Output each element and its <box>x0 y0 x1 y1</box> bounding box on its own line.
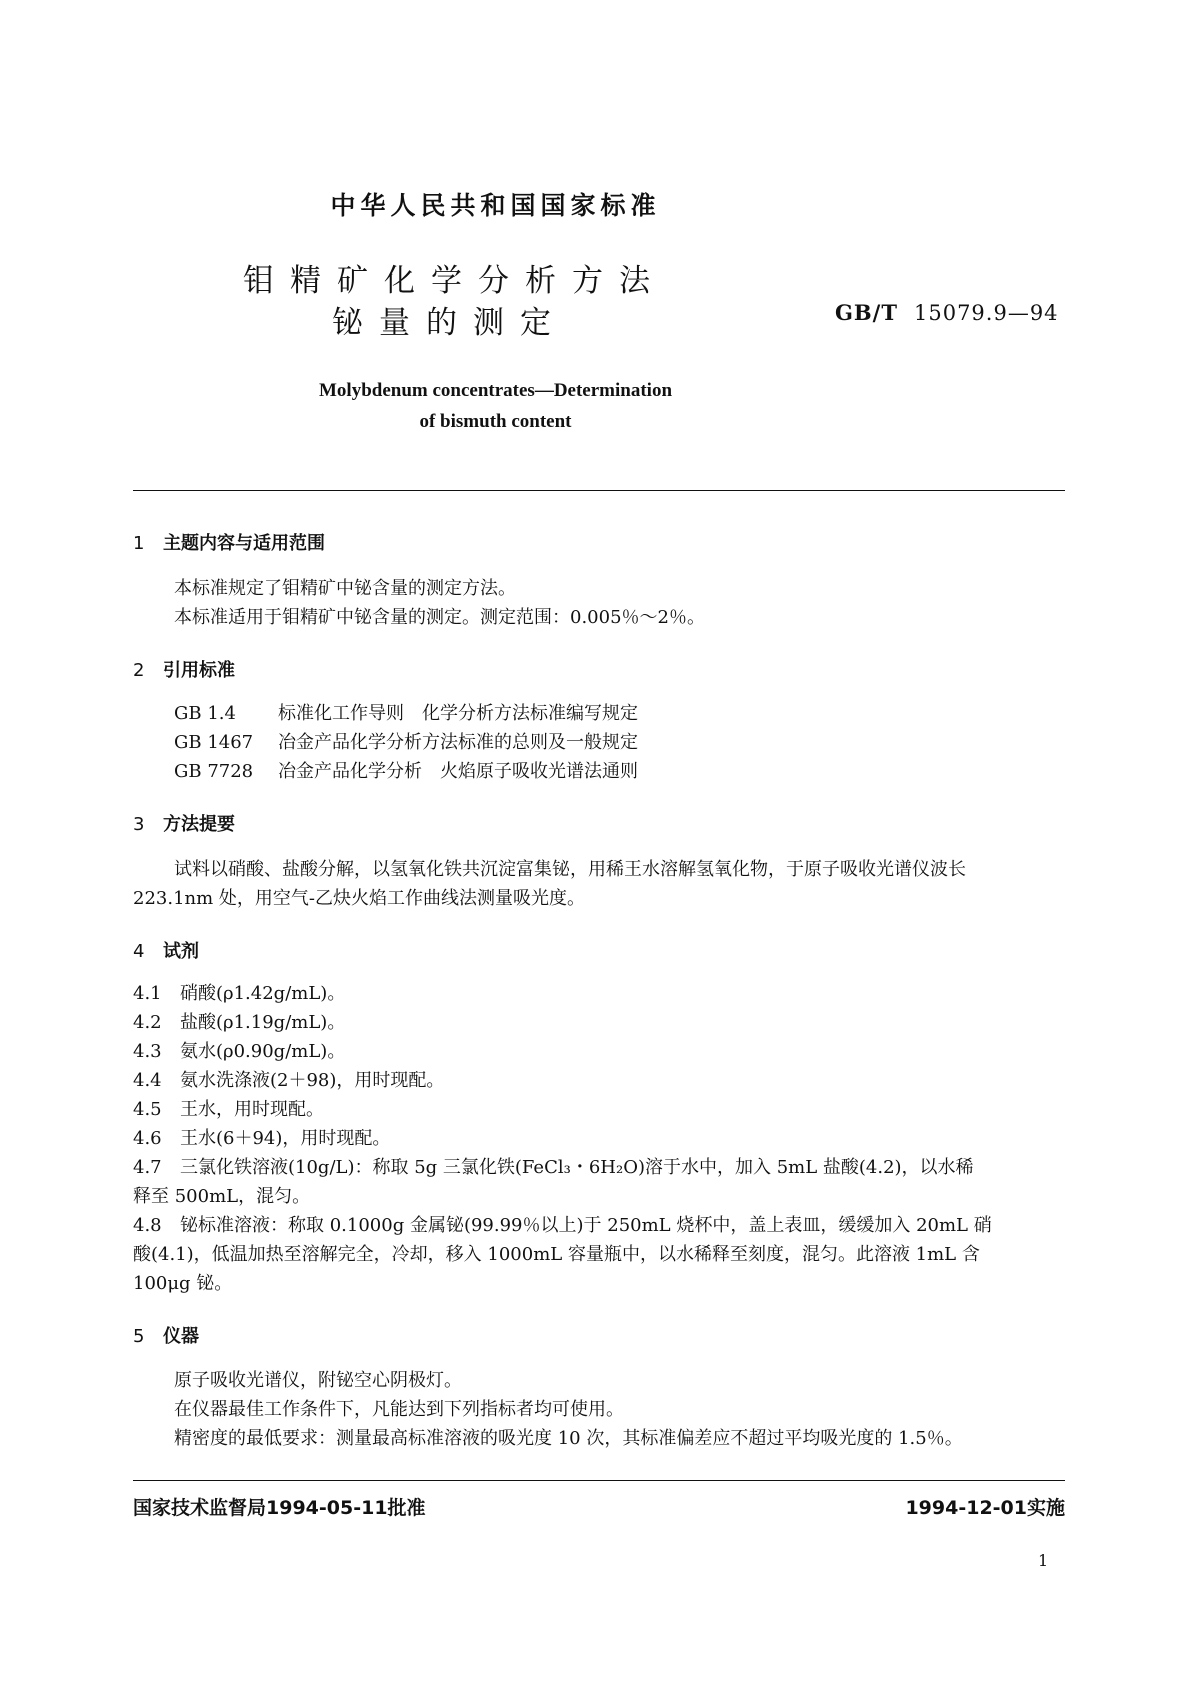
s1-line-1: 本标准规定了钼精矿中铋含量的测定方法。 <box>174 578 516 599</box>
reference-text: 冶金产品化学分析方法标准的总则及一般规定 <box>278 732 638 753</box>
reference-code: GB 7728 <box>174 761 254 782</box>
national-standard-heading: 中华人民共和国国家标准 <box>330 191 661 220</box>
reagent-item <box>133 1014 345 1032</box>
item-text: 王水(6＋94)，用时现配。 <box>180 1128 391 1149</box>
section-5-heading <box>133 1322 199 1348</box>
implementation-date: 1994-12-01实施 <box>905 1497 1065 1519</box>
reference-row <box>174 705 638 723</box>
reference-row <box>174 734 638 752</box>
standard-code <box>835 300 1059 325</box>
reagent-item-4-7-cont: 释至 500mL，混匀。 <box>133 1186 311 1207</box>
title-cn-line1: 钼精矿化学分析方法 <box>243 263 666 299</box>
standard-code-number: 15079.9—94 <box>913 301 1059 325</box>
reference-text: 冶金产品化学分析 火焰原子吸收光谱法通则 <box>278 761 638 782</box>
item-number: 4.1 <box>133 983 162 1004</box>
reagent-item-4-8 <box>133 1217 992 1235</box>
title-en-line2: of bismuth content <box>419 411 572 432</box>
approval-info: 国家技术监督局1994-05-11批准 <box>133 1497 426 1519</box>
section-2-heading <box>133 656 235 682</box>
section-title: 仪器 <box>163 1326 199 1347</box>
reference-row <box>174 763 638 781</box>
item-text: 三氯化铁溶液(10g/L)：称取 5g 三氯化铁(FeCl₃・6H₂O)溶于水中，加入 5mL 盐酸(4.2)，以水稀 <box>180 1157 974 1178</box>
reagent-item-4-8-cont2: 100μg 铋。 <box>133 1273 233 1294</box>
title-en-line1: Molybdenum concentrates—Determination <box>318 380 673 401</box>
item-number: 4.6 <box>133 1128 162 1149</box>
s5-line-3: 精密度的最低要求：测量最高标准溶液的吸光度 10 次，其标准偏差应不超过平均吸光度的 1.5％。 <box>174 1428 963 1449</box>
item-number: 4.5 <box>133 1099 162 1120</box>
item-text: 氨水洗涤液(2＋98)，用时现配。 <box>180 1070 445 1091</box>
item-text: 硝酸(ρ1.42g/mL)。 <box>180 983 346 1004</box>
s5-line-1: 原子吸收光谱仪，附铋空心阴极灯。 <box>174 1370 462 1391</box>
item-text: 王水，用时现配。 <box>180 1099 324 1120</box>
footer-divider <box>133 1480 1065 1481</box>
reagent-item <box>133 1130 390 1148</box>
section-title: 主题内容与适用范围 <box>163 533 325 554</box>
item-number: 4.4 <box>133 1070 162 1091</box>
section-number: 2 <box>133 660 145 681</box>
item-number: 4.2 <box>133 1012 162 1033</box>
reagent-item <box>133 1072 444 1090</box>
reagent-item <box>133 1101 324 1119</box>
item-text: 氨水(ρ0.90g/mL)。 <box>180 1041 346 1062</box>
reagent-item <box>133 1043 345 1061</box>
section-title: 引用标准 <box>163 660 235 681</box>
reagent-item-4-8-cont: 酸(4.1)，低温加热至溶解完全，冷却，移入 1000mL 容量瓶中，以水稀释至刻度，混匀。此溶液 1mL 含 <box>133 1244 980 1265</box>
header-divider <box>133 490 1065 491</box>
s1-line-2: 本标准适用于钼精矿中铋含量的测定。测定范围：0.005％～2％。 <box>174 607 705 628</box>
reference-code: GB 1.4 <box>174 703 236 724</box>
s3-line-1: 试料以硝酸、盐酸分解，以氢氧化铁共沉淀富集铋，用稀王水溶解氢氧化物，于原子吸收光谱仪波长 <box>174 859 966 880</box>
section-number: 1 <box>133 533 145 554</box>
page-number: 1 <box>1038 1551 1049 1570</box>
section-4-heading <box>133 937 199 963</box>
item-number: 4.7 <box>133 1157 162 1178</box>
reference-text: 标准化工作导则 化学分析方法标准编写规定 <box>278 703 638 724</box>
item-text: 盐酸(ρ1.19g/mL)。 <box>180 1012 346 1033</box>
reagent-item <box>133 985 345 1003</box>
title-cn-line2: 铋量的测定 <box>332 305 567 341</box>
s3-line-2: 223.1nm 处，用空气-乙炔火焰工作曲线法测量吸光度。 <box>133 888 585 909</box>
section-number: 4 <box>133 941 145 962</box>
section-1-heading <box>133 529 325 555</box>
item-number: 4.8 <box>133 1215 162 1236</box>
reference-code: GB 1467 <box>174 732 254 753</box>
reagent-item-4-7 <box>133 1159 974 1177</box>
section-number: 3 <box>133 814 145 835</box>
item-text: 铋标准溶液：称取 0.1000g 金属铋(99.99％以上)于 250mL 烧杯中，盖上表皿，缓缓加入 20mL 硝 <box>180 1215 992 1236</box>
item-number: 4.3 <box>133 1041 162 1062</box>
s5-line-2: 在仪器最佳工作条件下，凡能达到下列指标者均可使用。 <box>174 1399 624 1420</box>
section-title: 方法提要 <box>163 814 235 835</box>
standard-code-prefix: GB/T <box>835 300 898 325</box>
section-title: 试剂 <box>163 941 199 962</box>
section-3-heading <box>133 810 235 836</box>
section-number: 5 <box>133 1326 145 1347</box>
